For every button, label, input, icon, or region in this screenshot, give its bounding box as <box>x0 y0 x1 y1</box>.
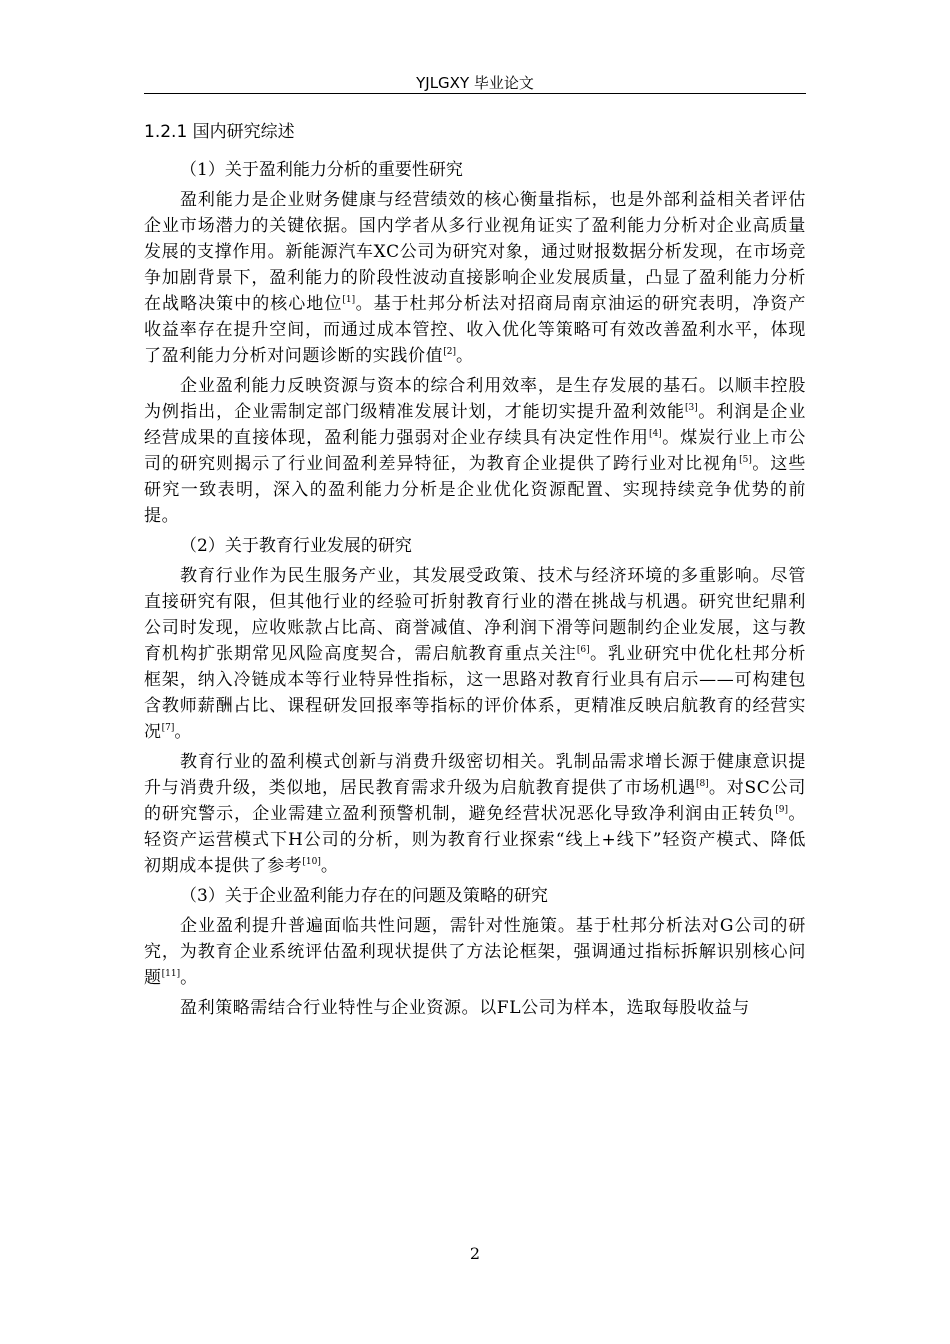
paragraph-text: 。 <box>174 722 192 742</box>
subsection-heading: （2）关于教育行业发展的研究 <box>180 536 412 556</box>
paragraph-text: 企业盈利提升普遍面临共性问题，需针对性施策。基于杜邦分析法对G公司的研究，为教育企业系统评估盈利现状提供了方法论框架，强调通过指标拆解识别核心问题 <box>144 916 806 988</box>
paragraph-text: 。对SC公司的研究警示，企业需建立盈利预警机制，避免经营状况恶化导致净利润由正转负 <box>144 778 806 824</box>
citation-ref: [10] <box>302 857 321 867</box>
paragraph <box>144 373 806 529</box>
paragraph-text: 。基于杜邦分析法对招商局南京油运的研究表明，净资产收益率存在提升空间，而通过成本管控、收入优化等策略可有效改善盈利水平，体现了盈利能力分析对问题诊断的实践价值 <box>144 294 807 366</box>
paragraph-text: 。 <box>320 856 339 876</box>
paragraph-text: 。煤炭行业上市公司的研究则揭示了行业间盈利差异特征，为教育企业提供了跨行业对比视角 <box>144 428 806 474</box>
paragraph-text: 企业盈利能力反映资源与资本的综合利用效率，是生存发展的基石。以顺丰控股为例指出，企业需制定部门级精准发展计划，才能切实提升盈利效能 <box>144 376 806 422</box>
citation-ref: [9] <box>775 805 788 815</box>
citation-ref: [7] <box>161 723 175 733</box>
citation-ref: [2] <box>443 347 456 357</box>
paragraph-text: 教育行业作为民生服务产业，其发展受政策、技术与经济环境的多重影响。尽管直接研究有限，但其他行业的经验可折射教育行业的潜在挑战与机遇。研究世纪鼎利公司时发现，应收账款占比高、商誉减值、净利润下滑等问题制约企业发展，这与教育机构扩张期常见风险高度契合，需启航教育重点关注 <box>144 566 806 664</box>
paragraph-text: 。利润是企业经营成果的直接体现，盈利能力强弱对企业存续具有决定性作用 <box>144 402 807 448</box>
paragraph-text: 。 <box>180 968 198 988</box>
citation-ref: [8] <box>695 779 709 789</box>
paragraph-text: 盈利能力是企业财务健康与经营绩效的核心衡量指标，也是外部利益相关者评估企业市场潜力的关键依据。国内学者从多行业视角证实了盈利能力分析对企业高质量发展的支撑作用。新能源汽车XC公司为研究对象，通过财报数据分析发现，在市场竞争加剧背景下，盈利能力的阶段性波动直接影响企业发展质量，凸显了盈利能力分析在战略决策中的核心地位 <box>144 190 806 314</box>
paragraph <box>144 563 806 745</box>
paragraph <box>144 995 806 1021</box>
paragraph <box>144 187 806 369</box>
running-header: YJLGXY 毕业论文 <box>416 74 534 92</box>
citation-ref: [3] <box>685 403 698 413</box>
header-rule <box>144 93 806 94</box>
citation-ref: [1] <box>342 295 356 305</box>
paragraph-text: 。乳业研究中优化杜邦分析框架，纳入冷链成本等行业特异性指标，这一思路对教育行业具有启示——可构建包含教师薪酬占比、课程研发回报率等指标的评价体系，更精准反映启航教育的经营实况 <box>144 644 806 742</box>
paragraph-text: 。轻资产运营模式下H公司的分析，则为教育行业探索“线上+线下”轻资产模式、降低初期成本提供了参考 <box>144 804 807 876</box>
page-content <box>144 117 806 1025</box>
citation-ref: [5] <box>739 455 752 465</box>
citation-ref: [4] <box>648 429 662 439</box>
paragraph-text: 。这些研究一致表明，深入的盈利能力分析是企业优化资源配置、实现持续竞争优势的前提。 <box>144 454 806 526</box>
paragraph-text: 教育行业的盈利模式创新与消费升级密切相关。乳制品需求增长源于健康意识提升与消费升级，类似地，居民教育需求升级为启航教育提供了市场机遇 <box>144 752 806 798</box>
citation-ref: [11] <box>161 969 181 979</box>
page-number: 2 <box>469 1244 481 1263</box>
paragraph <box>144 749 806 879</box>
citation-ref: [6] <box>576 645 590 655</box>
section-heading: 1.2.1 国内研究综述 <box>144 122 295 142</box>
paragraph-text: 。 <box>455 346 474 366</box>
subsection-heading: （1）关于盈利能力分析的重要性研究 <box>180 160 463 180</box>
paragraph <box>144 913 806 991</box>
subsection-heading: （3）关于企业盈利能力存在的问题及策略的研究 <box>180 886 548 906</box>
paragraph-text: 盈利策略需结合行业特性与企业资源。以FL公司为样本，选取每股收益与 <box>180 998 750 1018</box>
body-text <box>144 157 806 1021</box>
